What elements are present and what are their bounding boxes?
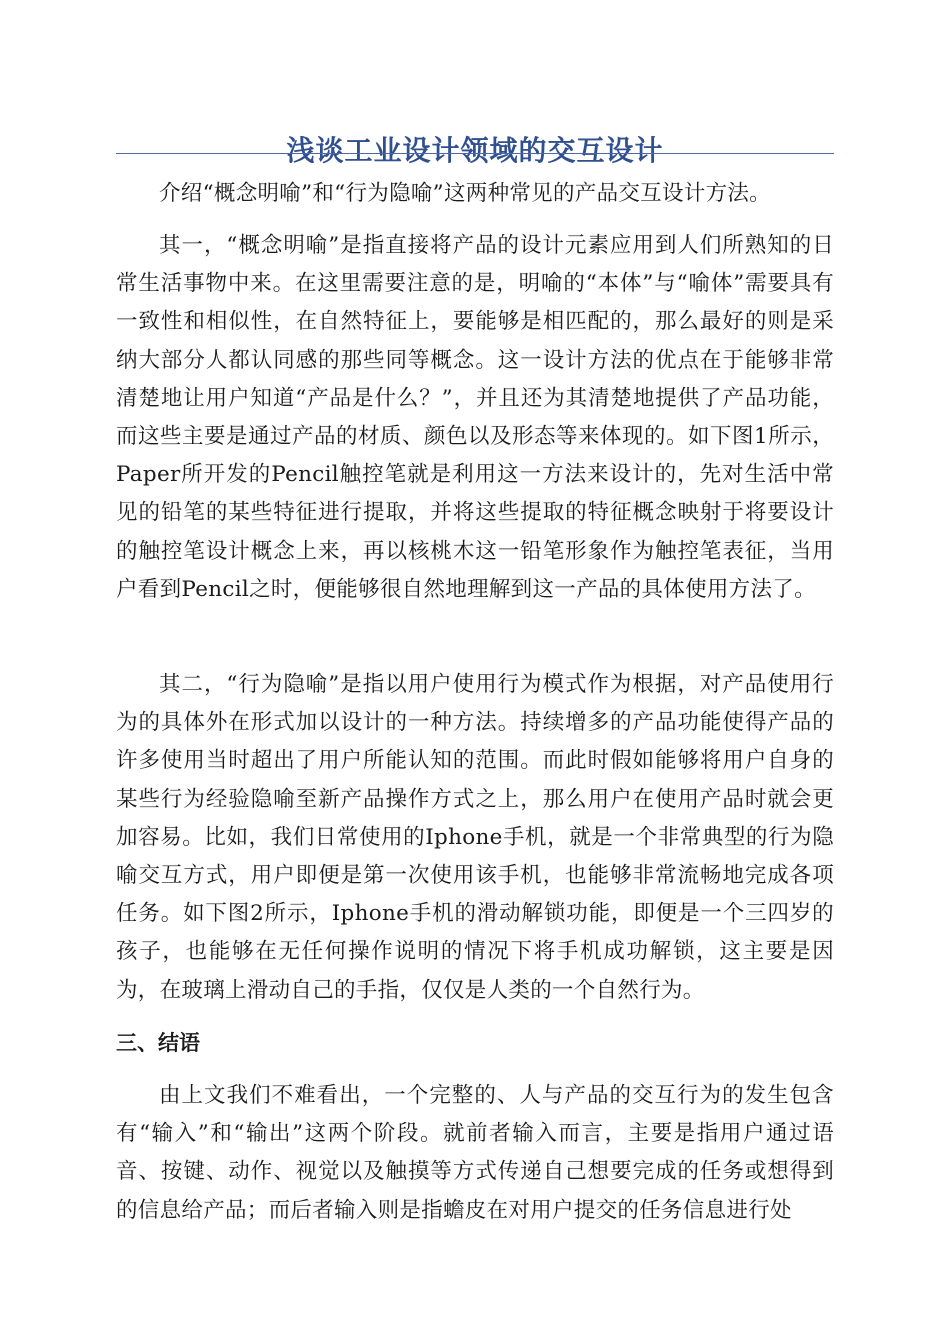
behavior-metaphor-paragraph: 其二，“行为隐喻”是指以用户使用行为模式作为根据，对产品使用行为的具体外在形式加以设计的一种方法。持续增多的产品功能使得产品的许多使用当时超出了用户所能认知的范围。而此时假如能够将用户自身的某些行为经验隐喻至新产品操作方式之上，那么用户在使用产品时就会更加容易。比如，我们日常使用的Iphone手机，就是一个非常典型的行为隐喻交互方式，用户即便是第一次使用该手机，也能够非常流畅地完成各项任务。如下图2所示，Iphone手机的滑动解锁功能，即便是一个三四岁的孩子，也能够在无任何操作说明的情况下将手机成功解锁，这主要是因为，在玻璃上滑动自己的手指，仅仅是人类的一个自然行为。	[116, 672, 834, 1003]
concept-metaphor-paragraph: 其一，“概念明喻”是指直接将产品的设计元素应用到人们所熟知的日常生活事物中来。在这里需要注意的是，明喻的“本体”与“喻体”需要具有一致性和相似性，在自然特征上，要能够是相匹配的，那么最好的则是采纳大部分人都认同感的那些同等概念。这一设计方法的优点在于能够非常清楚地让用户知道“产品是什么？”，并且还为其清楚地提供了产品功能，而这些主要是通过产品的材质、颜色以及形态等来体现的。如下图1所示，Paper所开发的Pencil触控笔就是利用这一方法来设计的，先对生活中常见的铅笔的某些特征进行提取，并将这些提取的特征概念映射于将要设计的触控笔设计概念上来，再以核桃木这一铅笔形象作为触控笔表征，当用户看到Pencil之时，便能够很自然地理解到这一产品的具体使用方法了。	[116, 233, 834, 602]
title-underline	[116, 153, 834, 154]
section-heading-conclusion: 三、结语	[116, 1031, 200, 1055]
conclusion-paragraph: 由上文我们不难看出，一个完整的、人与产品的交互行为的发生包含有“输入”和“输出”这两个阶段。就前者输入而言，主要是指用户通过语音、按键、动作、视觉以及触摸等方式传递自己想要完成的任务或想得到的信息给产品；而后者输入则是指蟾皮在对用户提交的任务信息进行处	[116, 1083, 834, 1223]
page-title: 浅谈工业设计领域的交互设计	[286, 133, 664, 167]
intro-paragraph: 介绍“概念明喻”和“行为隐喻”这两种常见的产品交互设计方法。	[159, 181, 771, 206]
